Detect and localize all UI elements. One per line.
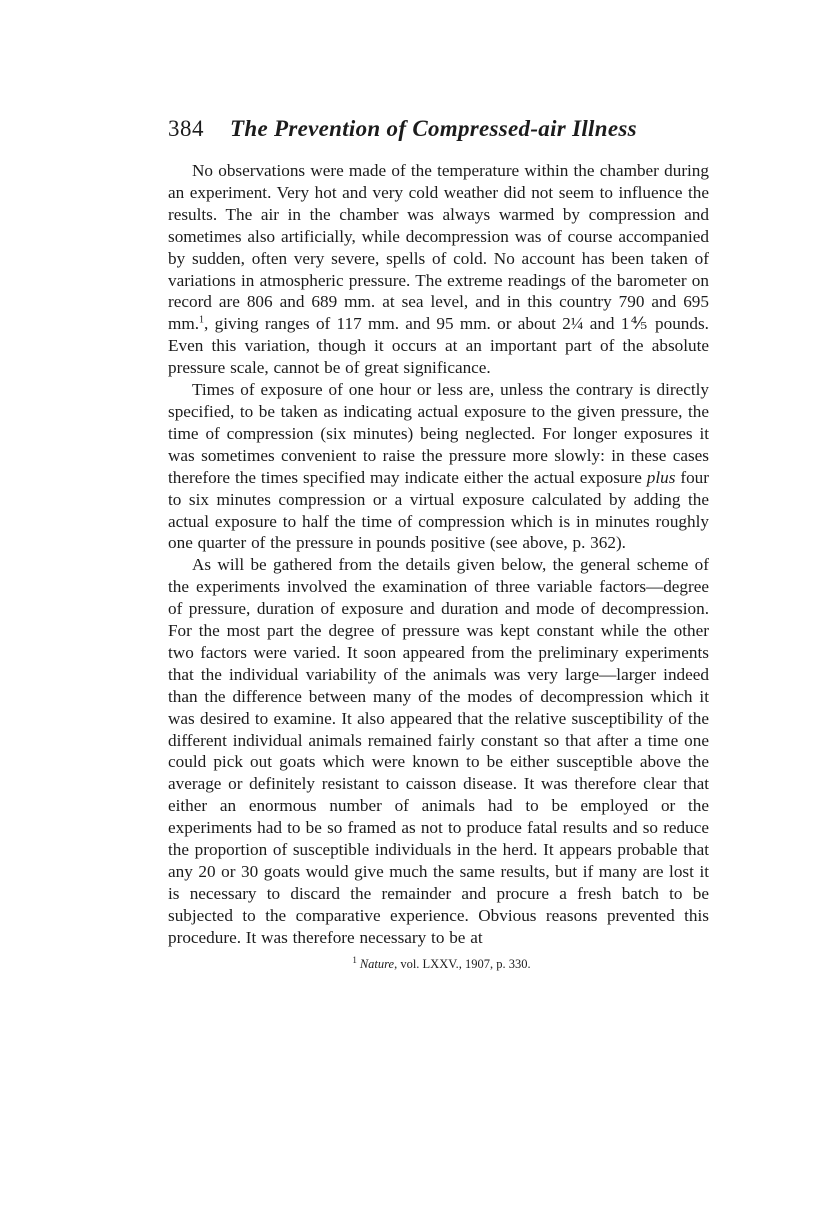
document-page [168,116,709,973]
paragraph-temperature [168,160,709,379]
paragraph-text: and [583,314,621,334]
fraction-value: 2¼ [562,314,584,334]
paragraph-text: No observations were made of the temperature within the chamber during an experiment. Very hot and very cold weather did not seem to influence the results. The air in the chamber was always warmed by compression and sometimes also artificially, while decompression was of course accompanied by sudden, often very severe, spells of cold. No account has been taken of variations in atmospheric pressure. The extreme readings of the barometer on record are 806 and 689 mm. at sea level, and in this country 790 and 695 mm. [168,161,709,334]
paragraph-exposure-times [168,379,709,554]
emphasis-text: plus [646,467,676,487]
paragraph-text: four to six minutes compression or a virtual exposure calculated by adding the actual exposure to half the time of compression which is in minutes roughly one quarter of the pressure in pounds positive (see above, p. 362). [168,467,710,553]
fraction-value: 1⅘ [620,314,649,334]
footnote-citation: , vol. LXXV., 1907, p. 330. [394,956,531,971]
page-number: 384 [168,116,204,141]
running-header [168,116,709,156]
paragraph-text: , giving ranges of 117 mm. and 95 mm. or about [204,314,563,334]
paragraph-experiment-scheme: As will be gathered from the details given below, the general scheme of the experiments involved the examination of three variable factors—degree of pressure, duration of exposure and duration and mode of decompression. For the most part the degree of pressure was kept constant while the other two factors were varied. It soon appeared from the preliminary experiments that the individual variability of the animals was very large—larger indeed than the difference between many of the modes of decompression which it was desired to examine. It also appeared that the relative susceptibility of the different individual animals remained fairly constant so that after a time one could pick out goats which were known to be either susceptible above the average or definitely resistant to caisson disease. It was therefore clear that either an enormous number of animals had to be employed or the experiments had to be so framed as not to produce fatal results and so reduce the proportion of susceptible individuals in the herd. It appears probable that any 20 or 30 goats would give much the same results, but if many are lost it is necessary to discard the remainder and procure a fresh batch to be subjected to the comparative experience. Obvious reasons prevented this procedure. It was therefore necessary to be at [168,555,709,947]
footnote-journal: Nature [359,956,395,971]
footnote-mark: 1 [352,954,357,965]
running-title: The Prevention of Compressed-air Illness [230,116,637,141]
paragraph-text: pounds. Even this variation, though it occurs at an important part of the absolute pressure scale, cannot be of great significance. [168,314,709,378]
paragraph-text: Times of exposure of one hour or less are, unless the contrary is directly specified, to be taken as indicating actual exposure to the given pressure, the time of compression (six minutes) being neglected. For longer exposures it was sometimes convenient to raise the pressure more slowly: in these cases therefore the times specified may indicate either the actual exposure [168,380,709,487]
footnote [168,951,709,973]
footnote-reference: 1 [199,314,205,326]
